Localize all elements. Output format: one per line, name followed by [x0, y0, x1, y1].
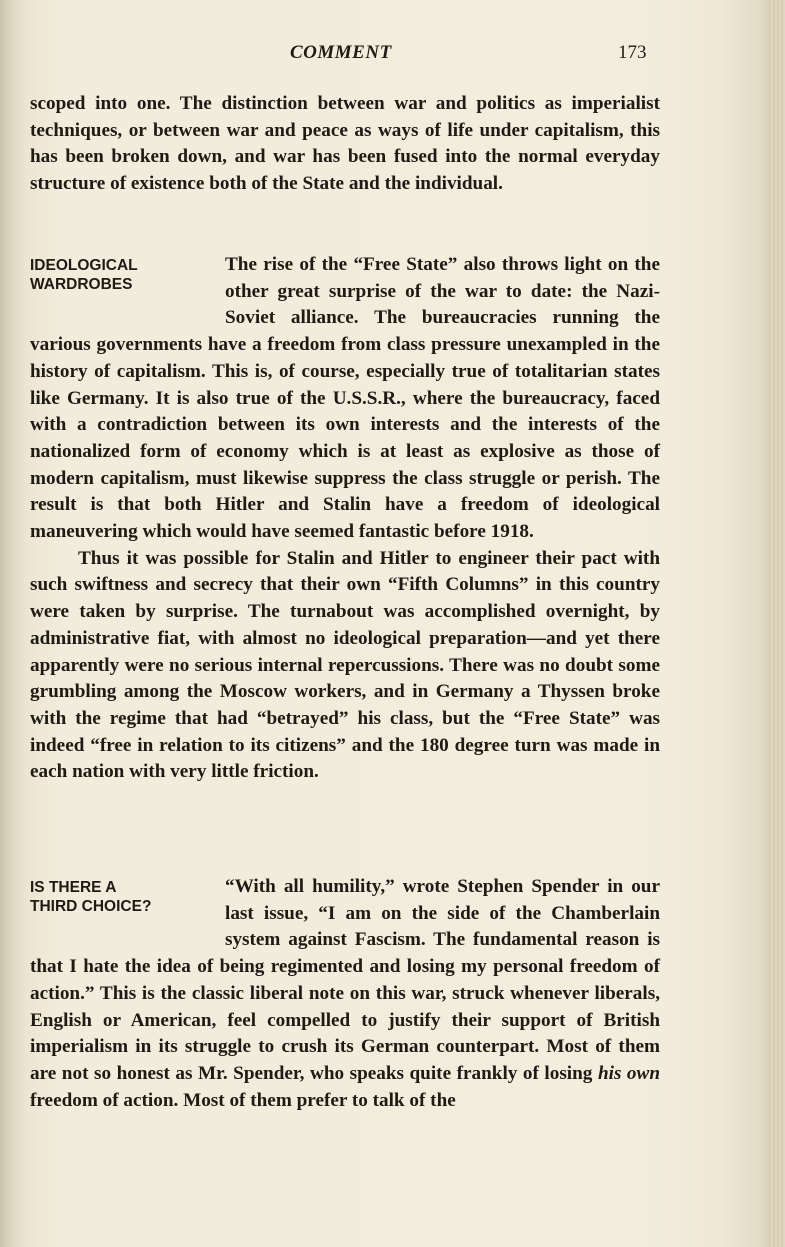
- page-number: 173: [618, 42, 647, 63]
- paragraph-spender-italic: his own: [597, 1062, 660, 1084]
- heading-spacer: [30, 874, 225, 952]
- page-edge: [771, 0, 785, 1247]
- paragraph-spender-end: freedom of action. Most of them prefer to talk of the: [30, 1089, 456, 1111]
- running-head-title: COMMENT: [290, 42, 392, 63]
- side-heading-ideological-wardrobes: IDEOLOGICAL WARDROBES: [30, 257, 138, 293]
- opening-paragraph: scoped into one. The distinction between war and politics as imperialist techniques, or between war and peace as ways of life under capitalism, this has been broken down, and war has been fused into the normal everyday structure of existence both of the State and the individual.: [30, 93, 660, 195]
- section-third-choice: [30, 874, 660, 1114]
- paragraph-pact: Thus it was possible for Stalin and Hitler to engineer their pact with such swiftness and secrecy that their own “Fifth Columns” in this country were taken by surprise. The turnabout was accomplished overnight, by administrative fiat, with almost no ideological preparation—and yet there apparently were no serious internal repercussions. There was no doubt some grumbling among the Moscow workers, and in Germany a Thyssen broke with the regime that had “betrayed” his class, but the “Free State” was indeed “free in relation to its citizens” and the 180 degree turn was made in each nation with very little friction.: [30, 547, 660, 783]
- paragraph-spender-start: “With all humility,” wrote Stephen Spender in our last issue, “I am on the side of the Chamberlain system against Fascism. The fundamental reason is that I hate the idea of being regimented and losing my personal freedom of action.” This is the classic liberal note on this war, struck whenever liberals, English or American, feel compelled to justify their support of British imperialism in its struggle to crush its German counterpart. Most of them are not so honest as Mr. Spender, who speaks quite frankly of losing: [30, 876, 660, 1084]
- side-heading-third-choice: IS THERE A THIRD CHOICE?: [30, 879, 152, 915]
- paragraph-free-state: The rise of the “Free State” also throws light on the other great surprise of the war to date: the Nazi-Soviet alliance. The bureaucracies running the various governments have a freedom from class pressure unexampled in the history of capitalism. This is, of course, especially true of totalitarian states like Germany. It is also true of the U.S.S.R., where the bureaucracy, faced with a contradiction between its own interests and the interests of the nationalized form of economy which is at least as explosive as those of modern capitalism, must likewise suppress the class struggle or perish. The result is that both Hitler and Stalin have a freedom of ideological maneuvering which would have seemed fantastic before 1918.: [30, 254, 660, 543]
- section-ideological-wardrobes: [30, 252, 660, 786]
- heading-spacer: [30, 252, 225, 330]
